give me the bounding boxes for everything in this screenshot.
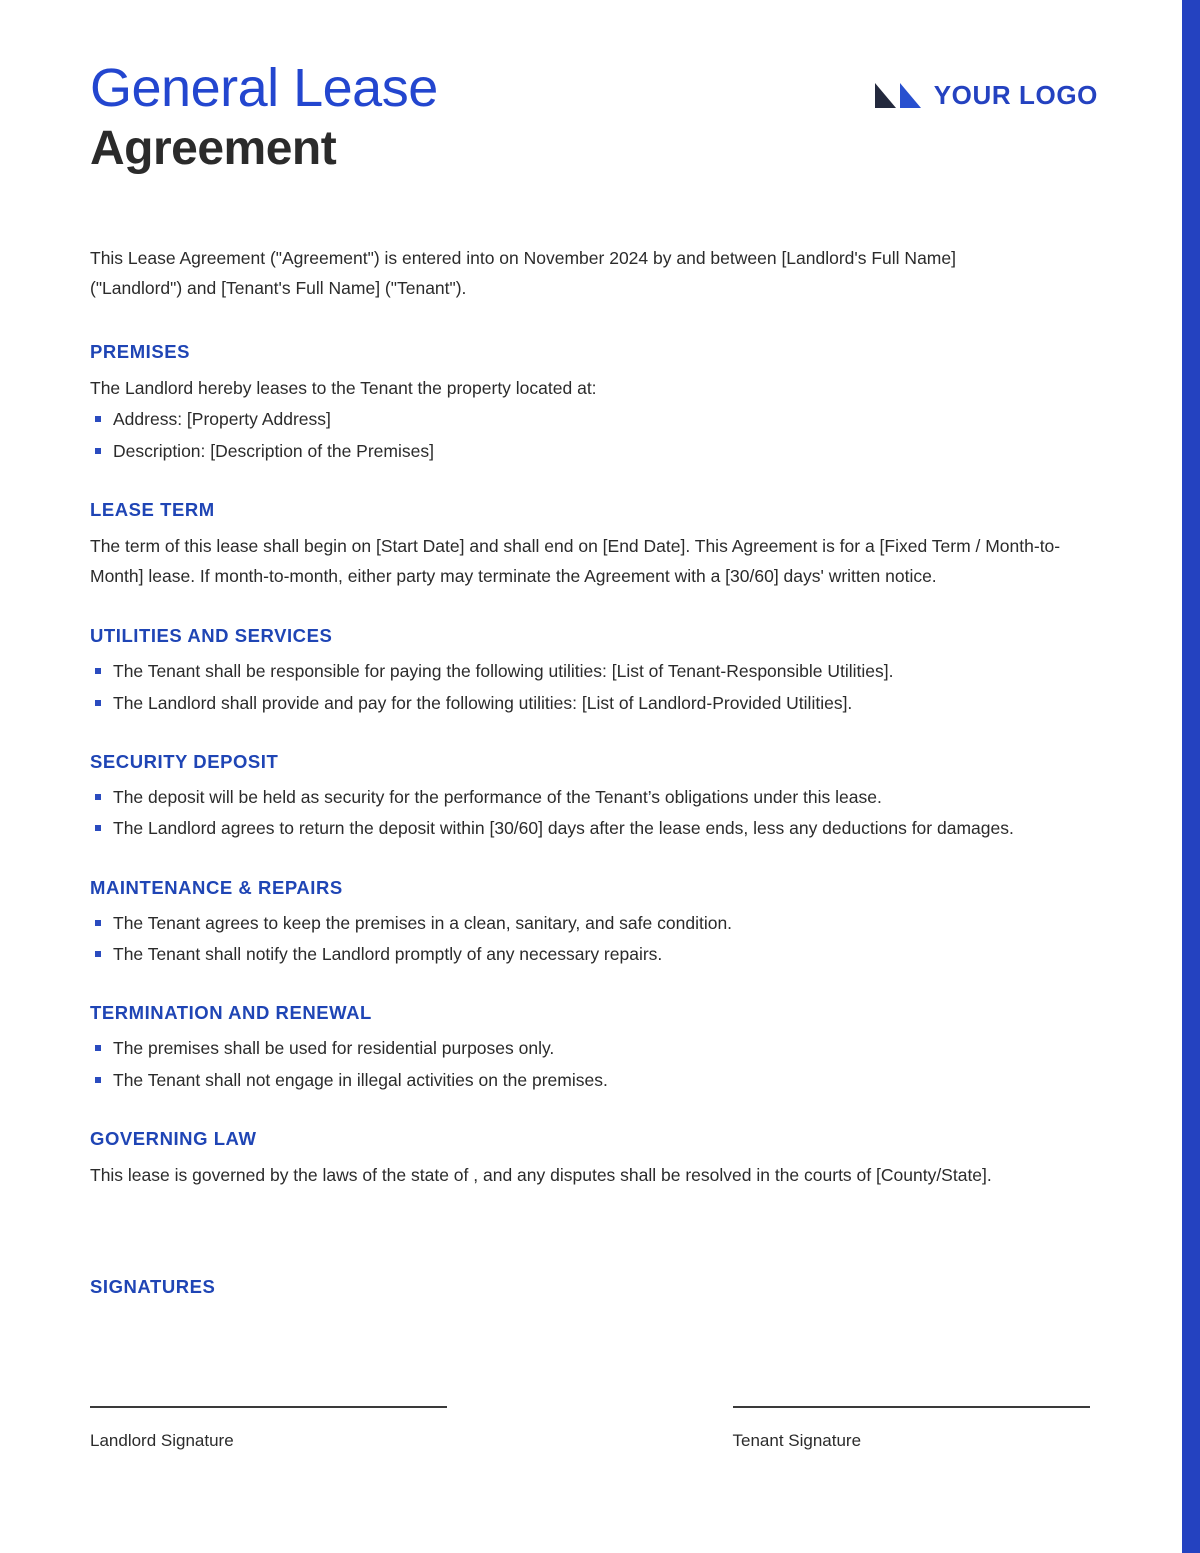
triangle-blue-icon (900, 83, 921, 108)
list-item-text: The deposit will be held as security for the performance of the Tenant’s obligations under this lease. (113, 786, 882, 807)
section-utilities-and-services (90, 625, 1092, 717)
bullet-list-utilities (90, 657, 1092, 717)
bullet-list-security-deposit (90, 783, 1092, 843)
section-governing-law (90, 1128, 1092, 1190)
list-item-text: Address: [Property Address] (113, 409, 331, 430)
section-signatures (90, 1276, 1092, 1452)
section-heading-premises: PREMISES (90, 341, 191, 363)
section-security-deposit (90, 751, 1092, 843)
bullet-square-icon (95, 416, 101, 422)
landlord-signature-line[interactable] (90, 1406, 447, 1408)
list-item-text: The Tenant shall notify the Landlord promptly of any necessary repairs. (113, 943, 663, 964)
list-item (90, 783, 1092, 811)
section-heading-utilities: UTILITIES AND SERVICES (90, 625, 333, 647)
section-paragraph-governing-law: This lease is governed by the laws of the state of , and any disputes shall be resolved in the courts of [County/State]. (90, 1164, 992, 1185)
list-item (90, 689, 1092, 717)
section-termination-and-renewal (90, 1002, 1092, 1094)
section-maintenance-and-repairs (90, 877, 1092, 969)
logo (875, 80, 1098, 111)
list-item (90, 940, 1092, 968)
list-item-text: The Tenant shall not engage in illegal activities on the premises. (113, 1069, 608, 1090)
right-edge-accent-bar (1182, 0, 1200, 1553)
section-lease-term (90, 499, 1092, 591)
landlord-signature-block (90, 1406, 450, 1452)
bullet-square-icon (95, 448, 101, 454)
bullet-list-premises (90, 405, 1092, 465)
bullet-square-icon (95, 1077, 101, 1083)
list-item-text: The Landlord shall provide and pay for the following utilities: [List of Landlord-Provided Utilities]. (113, 692, 853, 713)
title-secondary: Agreement (90, 122, 337, 176)
document-header (0, 0, 1182, 179)
list-item-text: The Tenant shall be responsible for paying the following utilities: [List of Tenant-Responsible Utilities]. (113, 661, 894, 682)
tenant-signature-block (733, 1406, 1093, 1452)
bullet-list-termination (90, 1034, 1092, 1094)
section-heading-signatures: SIGNATURES (90, 1276, 216, 1298)
bullet-square-icon (95, 825, 101, 831)
intro-paragraph: This Lease Agreement ("Agreement") is entered into on November 2024 by and between [Landlord's Full Name] ("Landlord") and [Tenant's Full Name] ("Tenant"). (90, 248, 956, 299)
list-item (90, 1066, 1092, 1094)
document-body (0, 243, 1182, 1452)
section-heading-security-deposit: SECURITY DEPOSIT (90, 750, 279, 772)
list-item (90, 909, 1092, 937)
list-item (90, 405, 1092, 433)
bullet-square-icon (95, 668, 101, 674)
landlord-signature-label: Landlord Signature (90, 1431, 234, 1451)
list-item-text: The Tenant agrees to keep the premises in a clean, sanitary, and safe condition. (113, 912, 733, 933)
tenant-signature-label: Tenant Signature (732, 1431, 862, 1451)
logo-mark-icon (875, 83, 921, 108)
section-heading-termination: TERMINATION AND RENEWAL (90, 1002, 372, 1024)
bullet-square-icon (95, 794, 101, 800)
bullet-list-maintenance (90, 909, 1092, 969)
bullet-square-icon (95, 1045, 101, 1051)
section-heading-governing-law: GOVERNING LAW (90, 1127, 257, 1149)
section-paragraph-premises: The Landlord hereby leases to the Tenant the property located at: (90, 378, 597, 399)
list-item (90, 1034, 1092, 1062)
bullet-square-icon (95, 951, 101, 957)
title-primary: General Lease (90, 58, 438, 118)
page-title (90, 58, 438, 179)
bullet-square-icon (95, 700, 101, 706)
list-item (90, 814, 1092, 842)
bullet-square-icon (95, 920, 101, 926)
list-item (90, 437, 1092, 465)
section-heading-maintenance: MAINTENANCE & REPAIRS (90, 876, 343, 898)
section-premises (90, 341, 1092, 465)
section-paragraph-lease-term: The term of this lease shall begin on [Start Date] and shall end on [End Date]. This Agreement is for a [Fixed Term / Month-to-Month] lease. If month-to-month, either party may terminate the Agreement with a [30/60] days' written notice. (90, 535, 1061, 587)
list-item-text: The Landlord agrees to return the deposit within [30/60] days after the lease ends, less any deductions for damages. (113, 818, 1014, 839)
list-item (90, 657, 1092, 685)
triangle-dark-icon (875, 83, 896, 108)
section-heading-lease-term: LEASE TERM (90, 498, 215, 520)
logo-text: YOUR LOGO (933, 80, 1098, 110)
list-item-text: The premises shall be used for residential purposes only. (113, 1038, 555, 1059)
tenant-signature-line[interactable] (733, 1406, 1090, 1408)
list-item-text: Description: [Description of the Premises] (113, 440, 434, 461)
signature-row (90, 1406, 1092, 1452)
